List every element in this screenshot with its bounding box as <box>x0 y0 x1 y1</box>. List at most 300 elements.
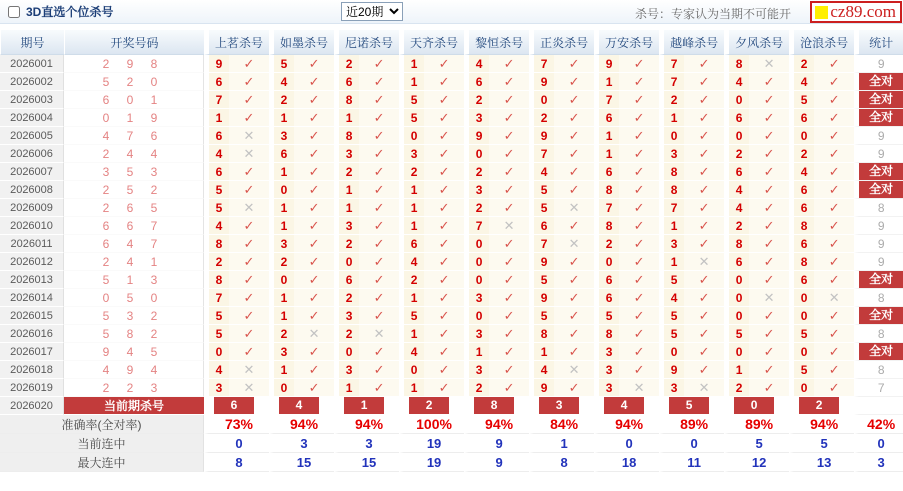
check-icon: ✓ <box>633 235 645 251</box>
check-icon: ✓ <box>243 235 255 251</box>
check-icon: ✓ <box>828 109 840 125</box>
cross-icon: ✕ <box>243 361 255 377</box>
check-icon: ✓ <box>308 73 320 89</box>
range-select[interactable] <box>341 2 403 21</box>
kill-result-cell <box>814 217 854 235</box>
winning-numbers-cell: 4 7 6 <box>64 127 204 145</box>
check-icon: ✓ <box>308 235 320 251</box>
stat-cell: 8 <box>854 199 903 217</box>
period-cell: 2026012 <box>0 253 64 271</box>
kill-result-cell <box>424 307 464 325</box>
kill-number-cell: 5 <box>399 307 424 325</box>
kill-number-cell: 6 <box>204 73 229 91</box>
check-icon: ✓ <box>438 145 450 161</box>
check-icon: ✓ <box>568 343 580 359</box>
kill-result-cell <box>424 145 464 163</box>
kill-result-cell <box>359 91 399 109</box>
summary-label: 最大连中 <box>0 453 204 472</box>
kill-number-cell: 2 <box>204 253 229 271</box>
check-icon: ✓ <box>568 181 580 197</box>
current-kill-badge: 4 <box>604 397 644 414</box>
kill-result-cell <box>424 163 464 181</box>
kill-number-cell: 2 <box>724 379 749 397</box>
current-kill-cell <box>204 397 269 415</box>
kill-number-cell: 4 <box>204 361 229 379</box>
check-icon: ✓ <box>243 163 255 179</box>
table-row <box>0 91 903 109</box>
kill-result-cell <box>489 199 529 217</box>
kill-result-cell <box>684 181 724 199</box>
kill-number-cell: 4 <box>204 217 229 235</box>
stat-cell <box>854 271 903 289</box>
check-icon: ✓ <box>568 379 580 395</box>
kill-number-cell: 7 <box>659 73 684 91</box>
current-kill-badge: 8 <box>474 397 514 414</box>
kill-result-cell <box>684 109 724 127</box>
check-icon: ✓ <box>828 73 840 89</box>
kill-result-cell <box>814 145 854 163</box>
check-icon: ✓ <box>308 253 320 269</box>
kill-number-cell: 3 <box>464 109 489 127</box>
kill-result-cell <box>814 289 854 307</box>
check-icon: ✓ <box>763 271 775 287</box>
kill-number-cell: 4 <box>724 181 749 199</box>
kill-result-cell <box>229 325 269 343</box>
kill-result-cell <box>749 235 789 253</box>
kill-number-cell: 4 <box>789 163 814 181</box>
cross-icon: ✕ <box>243 127 255 143</box>
kill-result-cell <box>684 379 724 397</box>
check-icon: ✓ <box>568 109 580 125</box>
table-row <box>0 109 903 127</box>
period-cell: 2026011 <box>0 235 64 253</box>
summary-value-cell: 3 <box>334 434 399 453</box>
kill-result-cell <box>359 325 399 343</box>
header-stats: 统计 <box>854 30 903 55</box>
kill-result-cell <box>554 127 594 145</box>
check-icon: ✓ <box>503 199 515 215</box>
kill-number-cell: 2 <box>789 55 814 73</box>
kill-number-cell: 9 <box>529 253 554 271</box>
kill-result-cell <box>359 127 399 145</box>
kill-result-cell <box>684 289 724 307</box>
check-icon: ✓ <box>828 325 840 341</box>
cross-icon: ✕ <box>763 55 775 71</box>
current-kill-cell <box>594 397 659 415</box>
kill-result-cell <box>619 361 659 379</box>
summary-value-cell: 1 <box>529 434 594 453</box>
kill-result-cell <box>619 379 659 397</box>
kill-result-cell <box>359 145 399 163</box>
check-icon: ✓ <box>308 181 320 197</box>
kill-result-cell <box>554 163 594 181</box>
table-row <box>0 271 903 289</box>
kill-result-cell <box>359 73 399 91</box>
all-correct-badge: 全对 <box>859 109 903 126</box>
kill-number-cell: 5 <box>789 325 814 343</box>
check-icon: ✓ <box>503 379 515 395</box>
winning-numbers-cell: 0 5 0 <box>64 289 204 307</box>
kill-number-cell: 2 <box>334 55 359 73</box>
check-icon: ✓ <box>243 325 255 341</box>
summary-value-cell: 0 <box>204 434 269 453</box>
current-kill-badge: 2 <box>799 397 839 414</box>
summary-stat-cell: 42% <box>854 415 903 434</box>
kill-result-cell <box>684 55 724 73</box>
check-icon: ✓ <box>373 253 385 269</box>
kill-number-cell: 9 <box>529 289 554 307</box>
all-correct-badge: 全对 <box>859 181 903 198</box>
kill-result-cell <box>684 235 724 253</box>
kill-result-cell <box>424 289 464 307</box>
kill-number-cell: 0 <box>464 271 489 289</box>
kill-number-cell: 1 <box>399 217 424 235</box>
check-icon: ✓ <box>698 127 710 143</box>
kill-result-cell <box>619 163 659 181</box>
table-row <box>0 343 903 361</box>
all-correct-badge: 全对 <box>859 73 903 90</box>
kill-number-cell: 5 <box>399 109 424 127</box>
kill-result-cell <box>684 253 724 271</box>
kill-number-cell: 3 <box>464 325 489 343</box>
summary-value-cell: 18 <box>594 453 659 472</box>
kill-result-cell <box>424 235 464 253</box>
kill-result-cell <box>229 109 269 127</box>
stat-cell: 8 <box>854 325 903 343</box>
kill-result-cell <box>814 109 854 127</box>
cross-icon: ✕ <box>243 145 255 161</box>
kill-result-cell <box>619 91 659 109</box>
kill-number-cell: 5 <box>659 325 684 343</box>
summary-value-cell: 94% <box>334 415 399 434</box>
kill-number-cell: 5 <box>204 199 229 217</box>
kill-number-cell: 8 <box>594 181 619 199</box>
kill-result-cell <box>554 307 594 325</box>
check-icon: ✓ <box>503 361 515 377</box>
kill-number-cell: 3 <box>594 379 619 397</box>
kill-result-cell <box>294 307 334 325</box>
kill-number-cell: 6 <box>204 127 229 145</box>
kill-number-cell: 0 <box>659 127 684 145</box>
check-icon: ✓ <box>698 145 710 161</box>
kill-result-cell <box>554 109 594 127</box>
kill-number-cell: 0 <box>204 343 229 361</box>
current-kill-cell <box>529 397 594 415</box>
kill-number-cell: 3 <box>334 361 359 379</box>
title-checkbox[interactable] <box>8 6 20 18</box>
kill-result-cell <box>424 217 464 235</box>
kill-result-cell <box>749 181 789 199</box>
stat-cell: 9 <box>854 55 903 73</box>
kill-number-cell: 5 <box>399 91 424 109</box>
check-icon: ✓ <box>373 343 385 359</box>
table-row <box>0 361 903 379</box>
kill-result-cell <box>424 127 464 145</box>
kill-number-cell: 3 <box>334 145 359 163</box>
summary-row <box>0 415 903 434</box>
summary-value-cell: 3 <box>269 434 334 453</box>
summary-value-cell: 19 <box>399 453 464 472</box>
kill-number-cell: 2 <box>269 91 294 109</box>
current-kill-badge: 4 <box>279 397 319 414</box>
kill-number-cell: 5 <box>204 325 229 343</box>
kill-result-cell <box>619 73 659 91</box>
cross-icon: ✕ <box>308 325 320 341</box>
kill-result-cell <box>619 289 659 307</box>
kill-number-table <box>0 30 903 472</box>
check-icon: ✓ <box>503 253 515 269</box>
current-kill-badge: 6 <box>214 397 254 414</box>
kill-result-cell <box>359 109 399 127</box>
current-period-label: 当前期杀号 <box>64 397 204 415</box>
kill-number-cell: 0 <box>789 289 814 307</box>
kill-result-cell <box>294 271 334 289</box>
kill-number-cell: 6 <box>529 217 554 235</box>
stat-cell <box>854 181 903 199</box>
current-kill-badge: 3 <box>539 397 579 414</box>
kill-number-cell: 5 <box>529 271 554 289</box>
check-icon: ✓ <box>763 253 775 269</box>
kill-result-cell <box>424 109 464 127</box>
kill-number-cell: 4 <box>529 361 554 379</box>
kill-result-cell <box>229 343 269 361</box>
check-icon: ✓ <box>438 271 450 287</box>
check-icon: ✓ <box>438 253 450 269</box>
kill-result-cell <box>424 73 464 91</box>
check-icon: ✓ <box>243 343 255 359</box>
header-expert: 天齐杀号 <box>399 30 464 55</box>
header-expert: 夕风杀号 <box>724 30 789 55</box>
check-icon: ✓ <box>698 73 710 89</box>
kill-number-cell: 0 <box>399 127 424 145</box>
kill-result-cell <box>359 289 399 307</box>
check-icon: ✓ <box>568 91 580 107</box>
kill-result-cell <box>489 379 529 397</box>
current-kill-cell <box>724 397 789 415</box>
summary-value-cell: 94% <box>464 415 529 434</box>
summary-value-cell: 19 <box>399 434 464 453</box>
kill-result-cell <box>424 361 464 379</box>
kill-result-cell <box>229 91 269 109</box>
kill-result-cell <box>229 289 269 307</box>
period-cell: 2026002 <box>0 73 64 91</box>
check-icon: ✓ <box>568 55 580 71</box>
toolbar <box>0 0 903 24</box>
check-icon: ✓ <box>633 55 645 71</box>
kill-number-cell: 5 <box>269 55 294 73</box>
kill-result-cell <box>489 127 529 145</box>
kill-result-cell <box>684 145 724 163</box>
summary-value-cell: 11 <box>659 453 724 472</box>
table-row <box>0 73 903 91</box>
check-icon: ✓ <box>308 379 320 395</box>
check-icon: ✓ <box>633 271 645 287</box>
kill-number-cell: 7 <box>204 289 229 307</box>
check-icon: ✓ <box>633 91 645 107</box>
kill-result-cell <box>359 343 399 361</box>
summary-value-cell: 12 <box>724 453 789 472</box>
table-row <box>0 325 903 343</box>
summary-row <box>0 453 903 472</box>
kill-number-cell: 2 <box>334 325 359 343</box>
cross-icon: ✕ <box>698 253 710 269</box>
kill-result-cell <box>424 55 464 73</box>
header-expert: 万安杀号 <box>594 30 659 55</box>
check-icon: ✓ <box>503 289 515 305</box>
kill-result-cell <box>814 55 854 73</box>
table-row <box>0 379 903 397</box>
kill-result-cell <box>294 343 334 361</box>
winning-numbers-cell: 3 5 3 <box>64 163 204 181</box>
check-icon: ✓ <box>503 181 515 197</box>
kill-number-cell: 8 <box>204 235 229 253</box>
kill-result-cell <box>749 91 789 109</box>
check-icon: ✓ <box>503 343 515 359</box>
kill-result-cell <box>749 289 789 307</box>
kill-number-cell: 6 <box>789 271 814 289</box>
check-icon: ✓ <box>698 235 710 251</box>
kill-result-cell <box>684 307 724 325</box>
check-icon: ✓ <box>503 145 515 161</box>
period-cell: 2026006 <box>0 145 64 163</box>
kill-result-cell <box>229 361 269 379</box>
winning-numbers-cell: 6 0 1 <box>64 91 204 109</box>
kill-result-cell <box>554 145 594 163</box>
kill-result-cell <box>489 163 529 181</box>
kill-result-cell <box>424 199 464 217</box>
kill-number-cell: 1 <box>269 199 294 217</box>
kill-result-cell <box>619 253 659 271</box>
table-row <box>0 253 903 271</box>
check-icon: ✓ <box>828 145 840 161</box>
cross-icon: ✕ <box>633 379 645 395</box>
check-icon: ✓ <box>763 379 775 395</box>
kill-number-cell: 1 <box>269 361 294 379</box>
kill-number-cell: 5 <box>659 271 684 289</box>
kill-number-cell: 2 <box>464 199 489 217</box>
kill-result-cell <box>814 235 854 253</box>
check-icon: ✓ <box>503 235 515 251</box>
kill-result-cell <box>489 361 529 379</box>
kill-number-cell: 1 <box>399 325 424 343</box>
kill-number-cell: 0 <box>789 343 814 361</box>
kill-number-cell: 6 <box>789 109 814 127</box>
kill-result-cell <box>749 325 789 343</box>
check-icon: ✓ <box>828 307 840 323</box>
kill-number-cell: 4 <box>724 199 749 217</box>
period-cell: 2026005 <box>0 127 64 145</box>
kill-number-cell: 3 <box>464 289 489 307</box>
kill-result-cell <box>489 55 529 73</box>
kill-number-cell: 1 <box>594 145 619 163</box>
check-icon: ✓ <box>633 199 645 215</box>
check-icon: ✓ <box>568 217 580 233</box>
stat-cell <box>854 73 903 91</box>
kill-number-cell: 6 <box>334 271 359 289</box>
logo-text: cz89.com <box>830 2 896 21</box>
check-icon: ✓ <box>308 361 320 377</box>
check-icon: ✓ <box>308 109 320 125</box>
kill-result-cell <box>619 55 659 73</box>
kill-result-cell <box>814 127 854 145</box>
kill-number-cell: 5 <box>529 307 554 325</box>
table-row <box>0 235 903 253</box>
kill-number-cell: 2 <box>724 145 749 163</box>
check-icon: ✓ <box>438 307 450 323</box>
kill-result-cell <box>424 325 464 343</box>
kill-result-cell <box>294 181 334 199</box>
kill-number-cell: 1 <box>399 289 424 307</box>
check-icon: ✓ <box>373 163 385 179</box>
kill-number-cell: 8 <box>204 271 229 289</box>
kill-number-cell: 1 <box>399 379 424 397</box>
kill-number-cell: 6 <box>724 163 749 181</box>
kill-number-cell: 4 <box>659 289 684 307</box>
current-period-row <box>0 397 903 415</box>
check-icon: ✓ <box>243 73 255 89</box>
kill-number-cell: 2 <box>724 217 749 235</box>
check-icon: ✓ <box>633 217 645 233</box>
kill-number-cell: 0 <box>724 91 749 109</box>
period-cell: 2026001 <box>0 55 64 73</box>
kill-result-cell <box>294 109 334 127</box>
kill-number-cell: 5 <box>724 325 749 343</box>
check-icon: ✓ <box>698 217 710 233</box>
kill-result-cell <box>619 325 659 343</box>
check-icon: ✓ <box>503 271 515 287</box>
kill-number-cell: 9 <box>594 55 619 73</box>
summary-value-cell: 13 <box>789 453 854 472</box>
kill-result-cell <box>554 73 594 91</box>
kill-number-cell: 9 <box>529 379 554 397</box>
header-expert: 如墨杀号 <box>269 30 334 55</box>
kill-result-cell <box>684 163 724 181</box>
kill-number-cell: 0 <box>724 289 749 307</box>
header-expert: 越峰杀号 <box>659 30 724 55</box>
period-cell: 2026019 <box>0 379 64 397</box>
summary-value-cell: 8 <box>204 453 269 472</box>
kill-number-cell: 3 <box>334 307 359 325</box>
check-icon: ✓ <box>763 307 775 323</box>
check-icon: ✓ <box>373 217 385 233</box>
check-icon: ✓ <box>763 163 775 179</box>
kill-result-cell <box>684 217 724 235</box>
kill-result-cell <box>229 271 269 289</box>
check-icon: ✓ <box>698 109 710 125</box>
kill-result-cell <box>359 253 399 271</box>
cross-icon: ✕ <box>568 199 580 215</box>
stat-cell <box>854 397 903 415</box>
check-icon: ✓ <box>438 55 450 71</box>
check-icon: ✓ <box>308 217 320 233</box>
winning-numbers-cell: 6 4 7 <box>64 235 204 253</box>
kill-result-cell <box>424 253 464 271</box>
summary-stat-cell: 3 <box>854 453 903 472</box>
kill-result-cell <box>749 55 789 73</box>
kill-result-cell <box>814 253 854 271</box>
check-icon: ✓ <box>438 379 450 395</box>
kill-number-cell: 3 <box>464 181 489 199</box>
kill-result-cell <box>489 145 529 163</box>
kill-number-cell: 9 <box>529 73 554 91</box>
site-logo[interactable] <box>810 1 902 23</box>
table-row <box>0 217 903 235</box>
stat-cell: 9 <box>854 235 903 253</box>
kill-result-cell <box>229 379 269 397</box>
check-icon: ✓ <box>763 145 775 161</box>
kill-number-cell: 0 <box>334 253 359 271</box>
summary-value-cell: 5 <box>724 434 789 453</box>
